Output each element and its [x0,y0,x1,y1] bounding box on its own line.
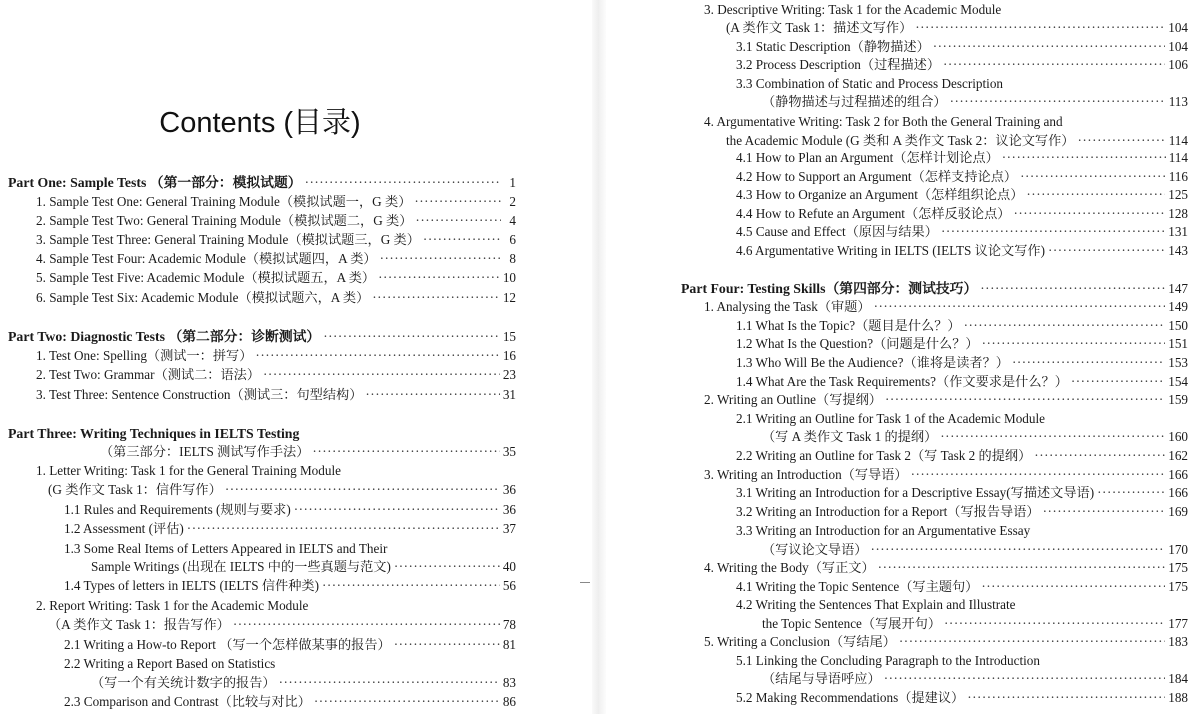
toc-entry-title: （写议论文导语） [762,542,868,557]
toc-page-number: 114 [1168,133,1188,148]
toc-entry [36,385,516,404]
toc-dot-leader [414,192,501,211]
left-page [0,0,592,714]
toc-dot-leader [941,222,1165,241]
page-gutter [592,0,606,714]
toc-page-number: 184 [1168,671,1188,686]
toc-entry-title: （静物描述与过程描述的组合） [762,94,947,109]
toc-entry-title: 4.6 Argumentative Writing in IELTS (IELTS 议论文写作) [736,243,1045,258]
toc-entry-title: 6. Sample Test Six: Academic Module（模拟试题六，A 类） [36,290,370,305]
toc-entry [36,249,516,268]
toc-entry-title: 4.3 How to Organize an Argument（怎样组织论点） [736,187,1024,202]
toc-page-number: 183 [1168,634,1188,649]
toc-entry [64,576,516,595]
toc-entry-title: 4. Sample Test Four: Academic Module（模拟试题四，A 类） [36,251,377,266]
toc-page-number: 16 [502,348,516,363]
toc-entry [48,480,516,499]
toc-entry-title: 2. Test Two: Grammar（测试二：语法） [36,367,261,382]
toc-entry [48,615,516,634]
toc-entry-title: 1.3 Some Real Items of Letters Appeared in IELTS and Their [64,541,388,556]
toc-entry [736,37,1188,56]
toc-entry [91,673,516,692]
toc-entry [736,148,1188,167]
toc-dot-leader [372,288,500,307]
toc-page-number: 8 [509,251,516,266]
toc-entry [736,316,1188,335]
toc-entry [704,0,1188,19]
contents-title: Contents (目录) [159,107,361,139]
toc-entry-title: (G 类作文 Task 1：信件写作） [48,482,222,497]
toc-dot-leader [1097,483,1165,502]
toc-entry-title: 1. Test One: Spelling（测试一：拼写） [36,348,253,363]
toc-dot-leader [394,557,500,576]
toc-entry-title: （写一个有关统计数字的报告） [91,675,276,690]
toc-entry [64,500,516,519]
toc-entry [681,279,1188,298]
toc-entry [36,346,516,365]
toc-entry-title: 4.2 How to Support an Argument（怎样支持论点） [736,169,1018,184]
toc-entry [736,409,1188,428]
toc-entry-title: 3.1 Static Description（静物描述） [736,39,930,54]
toc-page-number: 125 [1168,187,1188,202]
toc-entry-title: 4. Argumentative Writing: Task 2 for Both the General Training and [704,114,1063,129]
toc-entry [8,424,516,443]
toc-dot-leader [1012,353,1165,372]
toc-entry-title: 1.1 Rules and Requirements (规则与要求) [64,502,291,517]
toc-page-number: 12 [502,290,516,305]
toc-dot-leader [964,316,1166,335]
toc-dot-leader [982,334,1166,353]
toc-page-number: 154 [1168,374,1188,389]
toc-entry [736,222,1188,241]
toc-dot-leader [874,297,1166,316]
toc-entry [36,596,516,615]
toc-entry [100,442,516,461]
toc-dot-leader [322,576,500,595]
toc-entry-title: the Topic Sentence（写展开句） [762,616,942,631]
toc-entry-title: （结尾与导语呼应） [762,671,881,686]
toc-entry [8,173,516,192]
toc-dot-leader [915,18,1165,37]
toc-dot-leader [944,614,1165,633]
toc-dot-leader [279,673,500,692]
right-page [606,0,1198,714]
toc-entry [36,211,516,230]
toc-page-number: 40 [502,559,516,574]
toc-entry-title: 2. Report Writing: Task 1 for the Academic Module [36,598,309,613]
toc-page-number: 188 [1168,690,1188,705]
toc-entry-title: 2. Writing an Outline（写提纲） [704,392,882,407]
toc-entry [762,92,1188,111]
toc-entry-title: 1.4 Types of letters in IELTS (IELTS 信件种类) [64,578,319,593]
toc-page-number: 143 [1168,243,1188,258]
toc-page-number: 2 [509,194,516,209]
toc-dot-leader [294,500,500,519]
toc-page-number: 166 [1168,485,1188,500]
toc-dot-leader [312,442,499,461]
toc-entry [64,692,516,711]
toc-page-number: 114 [1168,150,1188,165]
toc-dot-leader [933,37,1165,56]
toc-entry-title: （第三部分：IELTS 测试写作手法） [100,444,310,459]
toc-entry-title: 1.2 What Is the Question?（问题是什么？） [736,336,979,351]
toc-entry [91,557,516,576]
toc-dot-leader [950,92,1166,111]
toc-entry-title: 2.1 Writing a How-to Report （写一个怎样做某事的报告） [64,637,391,652]
toc-entry [736,577,1188,596]
toc-entry [64,519,516,538]
toc-page-number: 36 [502,482,516,497]
toc-entry [762,427,1188,446]
toc-dot-leader [365,385,499,404]
toc-dot-leader [871,540,1166,559]
toc-entry-title: （写 A 类作文 Task 1 的提纲） [762,429,938,444]
toc-entry [736,353,1188,372]
toc-dot-leader [884,669,1166,688]
toc-entry [704,297,1188,316]
toc-dot-leader [323,327,500,346]
toc-entry-title: 1.4 What Are the Task Requirements?（作文要求是什么？） [736,374,1068,389]
toc-page-number: 35 [502,444,516,459]
toc-page-number: 131 [1168,224,1188,239]
toc-entry-title: 5.2 Making Recommendations（提建议） [736,690,965,705]
toc-entry-title: （A 类作文 Task 1：报告写作） [48,617,230,632]
toc-dot-leader [1034,446,1165,465]
toc-entry-title: Part Four: Testing Skills（第四部分：测试技巧） [681,281,978,296]
toc-dot-leader [878,558,1166,577]
toc-entry [736,483,1188,502]
toc-dot-leader [314,692,500,711]
toc-page-number: 31 [502,387,516,402]
toc-entry-title: 2.2 Writing a Report Based on Statistics [64,656,276,671]
toc-dot-leader [1071,372,1165,391]
toc-page-number: 4 [509,213,516,228]
toc-entry-title: 4.5 Cause and Effect（原因与结果） [736,224,938,239]
toc-page-number: 104 [1168,39,1188,54]
page-mark [580,582,590,583]
toc-entry-title: 1. Letter Writing: Task 1 for the General Training Module [36,463,341,478]
toc-entry [64,635,516,654]
toc-page-number: 1 [509,175,516,190]
toc-page-number: 104 [1168,20,1188,35]
toc-entry-title: 1.2 Assessment (评估) [64,521,184,536]
toc-entry [736,334,1188,353]
toc-page-number: 106 [1168,57,1188,72]
toc-entry [64,654,516,673]
toc-dot-leader [1013,204,1165,223]
toc-page-number: 10 [502,270,516,285]
toc-page-number: 36 [502,502,516,517]
toc-page-number: 128 [1168,206,1188,221]
toc-entry-title: 3.3 Writing an Introduction for an Argumentative Essay [736,523,1031,538]
toc-dot-leader [1043,502,1166,521]
toc-page-number: 86 [502,694,516,709]
toc-page-number: 149 [1168,299,1188,314]
toc-page-number: 160 [1168,429,1188,444]
toc-entry-title: (A 类作文 Task 1：描述文写作） [726,20,913,35]
toc-page-number: 56 [502,578,516,593]
toc-page-number: 150 [1168,318,1188,333]
toc-entry [736,185,1188,204]
toc-page-number: 151 [1168,336,1188,351]
toc-dot-leader [1026,185,1165,204]
toc-entry [704,632,1188,651]
toc-entry [36,268,516,287]
toc-entry [736,55,1188,74]
toc-entry [36,288,516,307]
toc-entry-title: 1.3 Who Will Be the Audience?（谁将是读者？） [736,355,1009,370]
toc-dot-leader [233,615,500,634]
toc-dot-leader [980,279,1165,298]
toc-page-number: 113 [1168,94,1188,109]
toc-entry-title: 2.1 Writing an Outline for Task 1 of the Academic Module [736,411,1045,426]
toc-entry-title: 3.2 Process Description（过程描述） [736,57,941,72]
toc-entry-title: 3. Descriptive Writing: Task 1 for the Academic Module [704,2,1002,17]
toc-dot-leader [885,390,1165,409]
toc-entry [64,539,516,558]
toc-page-number: 175 [1168,560,1188,575]
toc-entry [736,74,1188,93]
toc-entry-title: Part Three: Writing Techniques in IELTS Testing [8,426,300,441]
toc-entry [762,614,1188,633]
toc-page-number: 166 [1168,467,1188,482]
toc-entry [704,558,1188,577]
toc-page-number: 153 [1168,355,1188,370]
toc-page-number: 78 [502,617,516,632]
toc-entry-title: 4.1 Writing the Topic Sentence（写主题句） [736,579,979,594]
toc-entry-title: 5. Writing a Conclusion（写结尾） [704,634,896,649]
toc-dot-leader [940,427,1165,446]
toc-page-number: 81 [502,637,516,652]
toc-entry [736,521,1188,540]
toc-entry-title: 5. Sample Test Five: Academic Module（模拟试题五，A 类） [36,270,376,285]
toc-entry [736,241,1188,260]
toc-dot-leader [415,211,501,230]
toc-page-number: 175 [1168,579,1188,594]
toc-dot-leader [1048,241,1165,260]
toc-page-number: 37 [502,521,516,536]
toc-page-number: 23 [502,367,516,382]
toc-entry-title: 2. Sample Test Two: General Training Module（模拟试题二，G 类） [36,213,413,228]
toc-entry-title: the Academic Module (G 类和 A 类作文 Task 2：议论文写作） [726,133,1075,148]
toc-page-number: 170 [1168,542,1188,557]
toc-dot-leader [305,173,501,192]
toc-dot-leader [263,365,500,384]
toc-entry [704,112,1188,131]
toc-entry [704,390,1188,409]
toc-entry-title: 1.1 What Is the Topic?（题目是什么？） [736,318,961,333]
toc-dot-leader [967,688,1165,707]
toc-entry [736,372,1188,391]
toc-dot-leader [255,346,499,365]
toc-entry [36,461,516,480]
toc-dot-leader [899,632,1165,651]
toc-entry-title: Part Two: Diagnostic Tests （第二部分：诊断测试） [8,329,321,344]
toc-dot-leader [378,268,500,287]
toc-page-number: 162 [1168,448,1188,463]
toc-page-number: 83 [502,675,516,690]
toc-entry [762,669,1188,688]
toc-dot-leader [981,577,1165,596]
toc-entry [704,465,1188,484]
toc-entry [726,18,1188,37]
toc-entry-title: Sample Writings (出现在 IELTS 中的一些真题与范文) [91,559,391,574]
toc-entry [36,192,516,211]
toc-dot-leader [187,519,500,538]
toc-entry [762,540,1188,559]
toc-page-number: 6 [509,232,516,247]
toc-entry [36,365,516,384]
toc-page-number: 147 [1168,281,1188,296]
toc-page-number: 15 [502,329,516,344]
toc-entry [36,230,516,249]
toc-entry-title: 3.2 Writing an Introduction for a Report（写报告导语） [736,504,1040,519]
toc-entry-title: 5.1 Linking the Concluding Paragraph to the Introduction [736,653,1040,668]
toc-entry-title: Part One: Sample Tests （第一部分：模拟试题） [8,175,302,190]
toc-entry-title: 1. Sample Test One: General Training Module（模拟试题一，G 类） [36,194,412,209]
toc-page-number: 159 [1168,392,1188,407]
toc-dot-leader [394,635,500,654]
toc-dot-leader [380,249,501,268]
toc-entry-title: 3.1 Writing an Introduction for a Descriptive Essay(写描述文导语) [736,485,1095,500]
toc-entry-title: 3.3 Combination of Static and Process Description [736,76,1004,91]
toc-entry-title: 3. Writing an Introduction（写导语） [704,467,908,482]
toc-entry [736,688,1188,707]
toc-entry-title: 3. Sample Test Three: General Training Module（模拟试题三，G 类） [36,232,420,247]
toc-dot-leader [225,480,500,499]
toc-entry [736,167,1188,186]
toc-dot-leader [943,55,1165,74]
toc-page-number: 116 [1168,169,1188,184]
toc-entry-title: 4. Writing the Body（写正文） [704,560,875,575]
toc-entry [8,327,516,346]
toc-entry [736,595,1188,614]
toc-entry [736,502,1188,521]
toc-page-number: 169 [1168,504,1188,519]
toc-entry-title: 4.1 How to Plan an Argument（怎样计划论点） [736,150,999,165]
toc-entry-title: 4.4 How to Refute an Argument（怎样反驳论点） [736,206,1011,221]
toc-entry [736,204,1188,223]
toc-entry [736,446,1188,465]
toc-entry-title: 2.2 Writing an Outline for Task 2（写 Task 2 的提纲） [736,448,1032,463]
toc-page-number: 177 [1168,616,1188,631]
toc-dot-leader [423,230,501,249]
toc-entry [736,651,1188,670]
toc-entry-title: 1. Analysing the Task（审题） [704,299,871,314]
toc-dot-leader [1002,148,1166,167]
toc-entry-title: 2.3 Comparison and Contrast（比较与对比） [64,694,311,709]
toc-entry-title: 3. Test Three: Sentence Construction（测试三：句型结构） [36,387,363,402]
toc-entry-title: 4.2 Writing the Sentences That Explain and Illustrate [736,597,1016,612]
toc-dot-leader [911,465,1166,484]
toc-dot-leader [1020,167,1166,186]
